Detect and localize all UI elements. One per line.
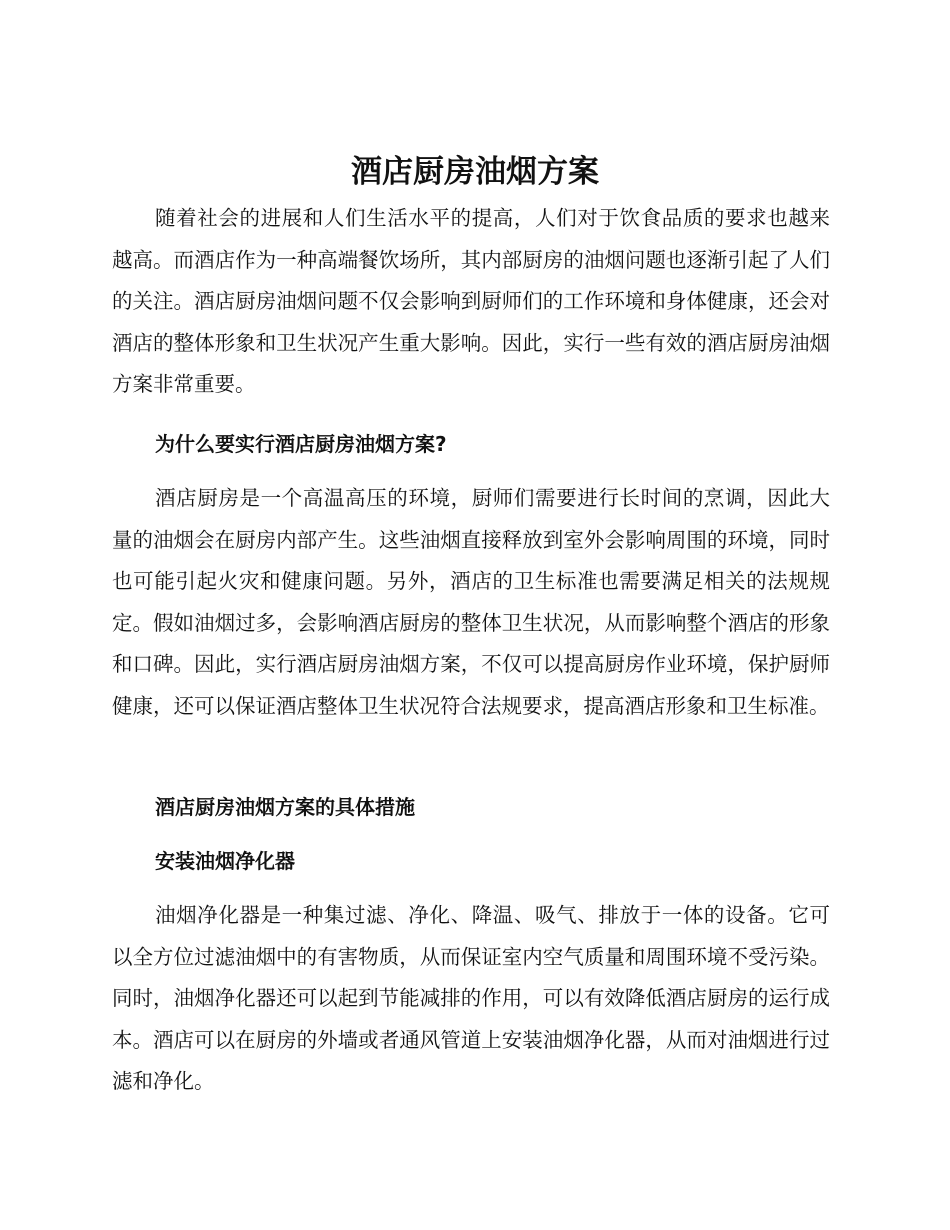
intro-paragraph: 随着社会的进展和人们生活水平的提高，人们对于饮食品质的要求也越来越高。而酒店作为一种高端餐饮场所，其内部厨房的油烟问题也逐渐引起了人们的关注。酒店厨房油烟问题不仅会影响到厨师们的工作环境和身体健康，还会对酒店的整体形象和卫生状况产生重大影响。因此，实行一些有效的酒店厨房油烟方案非常重要。 [112,206,830,396]
subsection-heading-purifier: 安装油烟净化器 [155,849,295,873]
purifier-paragraph: 油烟净化器是一种集过滤、净化、降温、吸气、排放于一体的设备。它可以全方位过滤油烟中的有害物质，从而保证室内空气质量和周围环境不受污染。同时，油烟净化器还可以起到节能减排的作用，可以有效降低酒店厨房的运行成本。酒店可以在厨房的外墙或者通风管道上安装油烟净化器，从而对油烟进行过滤和净化。 [112,903,830,1093]
section-heading-why: 为什么要实行酒店厨房油烟方案? [155,432,447,456]
document-title: 酒店厨房油烟方案 [351,154,599,190]
section-why-paragraph: 酒店厨房是一个高温高压的环境，厨师们需要进行长时间的烹调，因此大量的油烟会在厨房内部产生。这些油烟直接释放到室外会影响周围的环境，同时也可能引起火灾和健康问题。另外，酒店的卫生标准也需要满足相关的法规规定。假如油烟过多，会影响酒店厨房的整体卫生状况，从而影响整个酒店的形象和口碑。因此，实行酒店厨房油烟方案，不仅可以提高厨房作业环境，保护厨师健康，还可以保证酒店整体卫生状况符合法规要求，提高酒店形象和卫生标准。 [112,486,830,718]
section-heading-measures: 酒店厨房油烟方案的具体措施 [155,795,415,819]
